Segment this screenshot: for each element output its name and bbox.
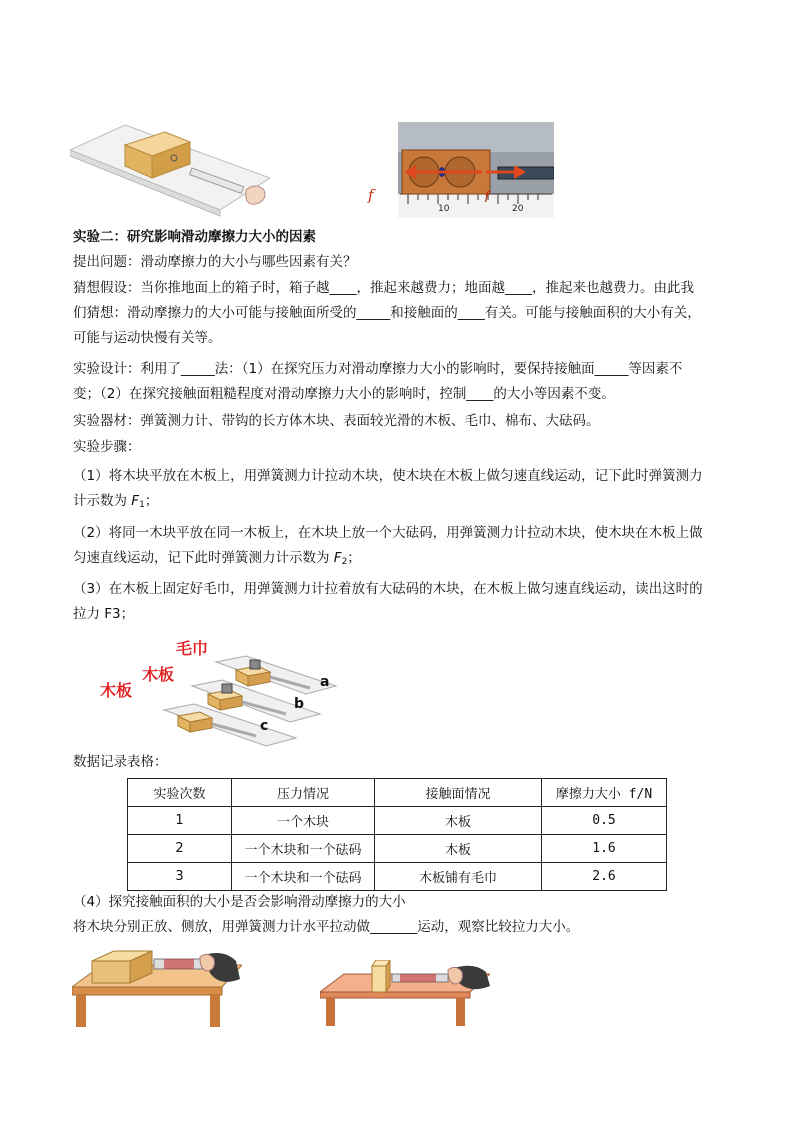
step4-line: （4）探究接触面积的大小是否会影响滑动摩擦力的大小 <box>73 894 406 910</box>
table-row <box>128 807 667 835</box>
step1-sub: 1 <box>139 500 145 510</box>
table-cell: 一个木块 <box>232 807 375 835</box>
label-c: c <box>260 718 269 734</box>
step1-var: F <box>131 493 140 509</box>
step2-var: F <box>333 550 342 566</box>
step1-end: ； <box>144 493 159 509</box>
label-board-2: 木板 <box>100 681 133 700</box>
step1-text: 计示数为 <box>73 493 132 509</box>
ruler-label-10: 10 <box>438 204 450 214</box>
design-line-1: 实验设计：利用了_____法：（1）在探究压力对滑动摩擦力大小的影响时，要保持接触面_____等因素不 <box>73 361 683 377</box>
table-header: 实验次数 <box>128 779 232 807</box>
label-board-1: 木板 <box>142 665 175 684</box>
table-header: 接触面情况 <box>375 779 542 807</box>
table-cell: 1 <box>128 807 232 835</box>
hypothesis-line-2: 们猜想：滑动摩擦力的大小可能与接触面所受的_____和接触面的____有关。可能与接触面积的大小有关， <box>73 305 701 321</box>
table-header: 摩擦力大小 f/N <box>542 779 667 807</box>
three-setups-illustration <box>96 636 346 748</box>
step2-line-2 <box>73 549 361 571</box>
table-cell: 2.6 <box>542 863 667 891</box>
step2-line-1: （2）将同一木块平放在同一木板上，在木块上放一个大砝码，用弹簧测力计拉动木块，使木块在木板上做 <box>73 525 703 541</box>
step2-sub: 2 <box>341 557 348 567</box>
step2-text: 匀速直线运动，记下此时弹簧测力计示数为 <box>73 550 334 566</box>
question-label: 提出问题： <box>73 254 141 270</box>
force-label-f-outside: f <box>368 186 374 204</box>
table-header: 压力情况 <box>232 779 375 807</box>
block-on-rail-illustration <box>70 120 270 220</box>
question-line <box>73 253 357 271</box>
table-label: 数据记录表格： <box>73 754 168 770</box>
hypothesis-line-1: 猜想假设：当你推地面上的箱子时，箱子越____，推起来越费力；地面越____，推起来也越费力。由此我 <box>73 280 694 296</box>
table-header-row <box>128 779 667 807</box>
step1-line-2 <box>73 492 158 514</box>
step2-end: ； <box>347 550 361 566</box>
block-side-on-table-illustration <box>320 960 490 1026</box>
table-cell: 2 <box>128 835 232 863</box>
table-cell: 一个木块和一个砝码 <box>232 835 375 863</box>
step3-line-1: （3）在木板上固定好毛巾，用弹簧测力计拉着放有大砝码的木块，在木板上做匀速直线运动，读出这时的 <box>73 581 703 597</box>
table-cell: 0.5 <box>542 807 667 835</box>
question-text: 滑动摩擦力的大小与哪些因素有关？ <box>140 254 357 270</box>
label-a: a <box>320 674 330 690</box>
table-cell: 一个木块和一个砝码 <box>232 863 375 891</box>
force-label-f-right: f <box>484 190 489 206</box>
table-cell: 3 <box>128 863 232 891</box>
steps-label: 实验步骤： <box>73 439 141 455</box>
step1-line-1: （1）将木块平放在木板上，用弹簧测力计拉动木块，使木块在木板上做匀速直线运动，记下此时弹簧测力 <box>73 468 703 484</box>
table-cell: 木板铺有毛巾 <box>375 863 542 891</box>
table-cell: 木板 <box>375 807 542 835</box>
design-line-2: 变；（2）在探究接触面粗糙程度对滑动摩擦力大小的影响时，控制____的大小等因素不变。 <box>73 386 615 402</box>
step3-line-2: 拉力 F3； <box>73 606 135 622</box>
table-row <box>128 835 667 863</box>
label-towel: 毛巾 <box>176 639 209 658</box>
label-b: b <box>294 696 305 712</box>
ruler-label-20: 20 <box>512 204 524 214</box>
block-flat-on-table-illustration <box>72 945 242 1027</box>
friction-force-photo <box>398 122 554 218</box>
equipment-line: 实验器材：弹簧测力计、带钩的长方体木块、表面较光滑的木板、毛巾、棉布、大砝码。 <box>73 413 600 429</box>
data-record-table <box>127 778 667 891</box>
table-cell: 木板 <box>375 835 542 863</box>
table-cell: 1.6 <box>542 835 667 863</box>
step4-description: 将木块分别正放、侧放，用弹簧测力计水平拉动做_______运动，观察比较拉力大小。 <box>73 919 580 935</box>
hypothesis-line-3: 可能与运动快慢有关等。 <box>73 330 222 346</box>
table-row <box>128 863 667 891</box>
section-title: 实验二：研究影响滑动摩擦力大小的因素 <box>73 229 316 245</box>
